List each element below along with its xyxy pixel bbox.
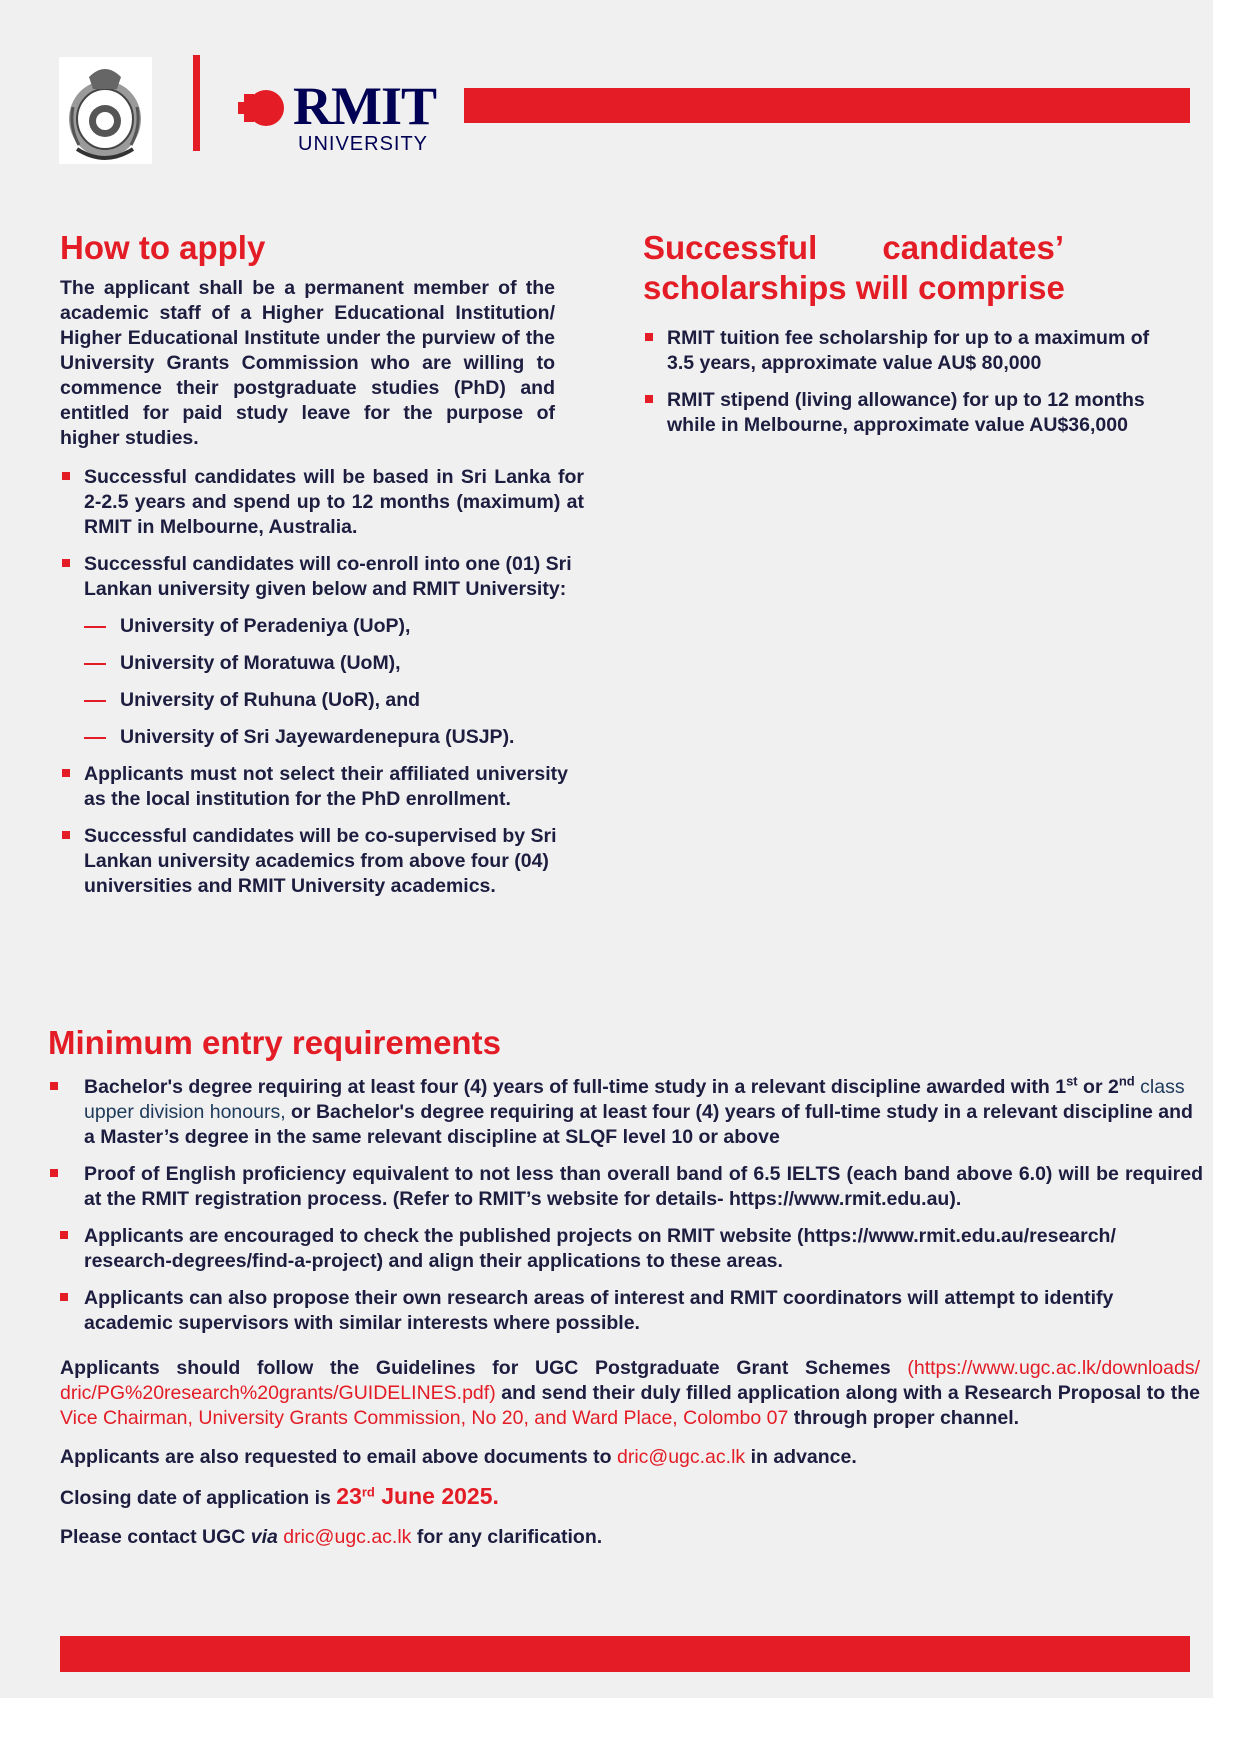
list-item (60, 824, 576, 899)
dash-icon (84, 663, 106, 665)
how-to-apply-title: How to apply (60, 229, 266, 266)
list-item (60, 552, 604, 602)
dash-icon (84, 737, 106, 739)
square-bullet-icon (62, 769, 70, 777)
guidelines-pre: Applicants should follow the Guidelines for UGC Postgraduate Grant Schemes (60, 1357, 908, 1379)
contact-via: via (250, 1526, 278, 1548)
university-item (84, 651, 580, 676)
list-item (48, 1075, 1203, 1150)
square-bullet-icon (62, 472, 70, 480)
closing-section (60, 1356, 1200, 1564)
square-bullet-icon (50, 1082, 58, 1090)
how-to-apply-bullets-2 (60, 762, 580, 899)
email-paragraph (60, 1445, 1200, 1470)
university-name: University of Peradeniya (UoP), (120, 615, 411, 637)
list-item (643, 388, 1187, 438)
square-bullet-icon (62, 559, 70, 567)
bullet-text: Successful candidates will be co-supervised by Sri Lankan university academics from above four (04) universities and RMIT University academics. (84, 825, 557, 897)
guidelines-link[interactable]: (https://www.ugc.ac.lk/downloads/ dric/PG%20research%20grants/GUIDELINES.pdf) (60, 1357, 1200, 1404)
email-link[interactable]: dric@ugc.ac.lk (616, 1446, 746, 1468)
university-list (84, 614, 580, 750)
footer-red-band (60, 1636, 1190, 1672)
university-item (84, 725, 580, 750)
req1-sup1: st (1066, 1073, 1078, 1089)
bullet-text: Successful candidates will co-enroll into one (01) Sri Lankan university given below and RMIT University: (84, 553, 572, 600)
closing-month: June 2025. (374, 1483, 499, 1509)
closing-pre: Closing date of application is (60, 1487, 337, 1509)
guidelines-post: through proper channel. (788, 1407, 1020, 1429)
min-requirements-title: Minimum entry requirements (48, 1024, 501, 1061)
square-bullet-icon (645, 333, 653, 341)
scholarships-title (643, 228, 1173, 308)
req3-text: Applicants are encouraged to check the published projects on RMIT website (https://www.rmit.edu.au/research/ research-degrees/find-a-project) and align their applications to these areas. (84, 1225, 1116, 1272)
guidelines-address: Vice Chairman, University Grants Commission, No 20, and Ward Place, Colombo 07 (60, 1407, 789, 1429)
crest-graphic (59, 57, 152, 164)
min-requirements-section (48, 1023, 1203, 1348)
scholarships-list (643, 326, 1173, 438)
req2-text: Proof of English proficiency equivalent to not less than overall band of 6.5 IELTS (each band above 6.0) will be required at the RMIT registration process. (Refer to RMIT’s website for details- https://www.rmit.edu.au). (84, 1163, 1203, 1210)
dash-icon (84, 626, 106, 628)
req1-or: or 2 (1077, 1076, 1119, 1098)
req1-sup2: nd (1118, 1073, 1135, 1089)
square-bullet-icon (60, 1293, 68, 1301)
bullet-text: RMIT tuition fee scholarship for up to a maximum of 3.5 years, approximate value AU$ 80,000 (667, 327, 1150, 374)
how-to-apply-bullets (60, 465, 584, 602)
guidelines-mid: and send their duly filled application along with a Research Proposal to the (495, 1382, 1200, 1404)
scholarships-section (643, 228, 1173, 450)
req4-text: Applicants can also propose their own research areas of interest and RMIT coordinators will attempt to identify academic supervisors with similar interests where possible. (84, 1287, 1114, 1334)
university-item (84, 614, 580, 639)
list-item (60, 762, 568, 812)
university-name: University of Sri Jayewardenepura (USJP). (120, 726, 515, 748)
closing-date-paragraph (60, 1484, 1200, 1511)
email-pre: Applicants are also requested to email above documents to (60, 1446, 617, 1468)
list-item (48, 1286, 1203, 1336)
university-item (84, 688, 580, 713)
how-to-apply-section (60, 228, 584, 911)
university-name: University of Moratuwa (UoM), (120, 652, 401, 674)
contact-pre: Please contact UGC (60, 1526, 251, 1548)
logo-subtext: UNIVERSITY (298, 133, 429, 155)
how-to-apply-intro: The applicant shall be a permanent member of the academic staff of a Higher Educational Institution/ Higher Educational Institute under the purview of the University Grants Commission who are willing to commence their postgraduate studies (PhD) and entitled for paid study leave for the purpose of higher studies. (60, 277, 555, 449)
header-red-band (464, 88, 1190, 123)
rmit-logo (238, 76, 438, 158)
university-name: University of Ruhuna (UoR), and (120, 689, 421, 711)
logo-wordmark: RMIT (293, 76, 436, 136)
list-item (48, 1162, 1203, 1212)
bullet-text: Successful candidates will be based in Sri Lanka for 2-2.5 years and spend up to 12 months (maximum) at RMIT in Melbourne, Australia. (84, 466, 584, 538)
email-post: in advance. (745, 1446, 857, 1468)
scholarships-title-line2: scholarships will comprise (643, 269, 1065, 306)
contact-post: for any clarification. (411, 1526, 603, 1548)
closing-day: 23 (336, 1483, 362, 1509)
contact-paragraph (60, 1525, 1200, 1550)
square-bullet-icon (60, 1231, 68, 1239)
bullet-text: RMIT stipend (living allowance) for up to 12 months while in Melbourne, approximate value AU$36,000 (667, 389, 1145, 436)
req1-text: Bachelor's degree requiring at least four (4) years of full-time study in a relevant discipline awarded with 1 (84, 1076, 1067, 1098)
req1-honours: class upper division honours, (84, 1076, 1185, 1123)
header-divider (193, 55, 200, 151)
bullet-text: Applicants must not select their affiliated university as the local institution for the PhD enrollment. (84, 763, 568, 810)
square-bullet-icon (645, 395, 653, 403)
contact-email-link[interactable]: dric@ugc.ac.lk (277, 1526, 412, 1548)
list-item (643, 326, 1167, 376)
square-bullet-icon (62, 831, 70, 839)
req1-rest: or Bachelor's degree requiring at least four (4) years of full-time study in a relevant discipline and a Master’s degree in the same relevant discipline at SLQF level 10 or above (84, 1101, 1193, 1148)
scholarships-title-line1: Successful candidates’ (643, 229, 1064, 266)
list-item (48, 1224, 1203, 1274)
list-item (60, 465, 584, 540)
dash-icon (84, 700, 106, 702)
square-bullet-icon (50, 1169, 58, 1177)
closing-sup: rd (361, 1484, 375, 1500)
rmit-pixel-mark-icon (238, 88, 288, 128)
ugc-crest-icon (59, 57, 152, 164)
guidelines-paragraph (60, 1356, 1200, 1431)
min-requirements-list (48, 1075, 1203, 1336)
